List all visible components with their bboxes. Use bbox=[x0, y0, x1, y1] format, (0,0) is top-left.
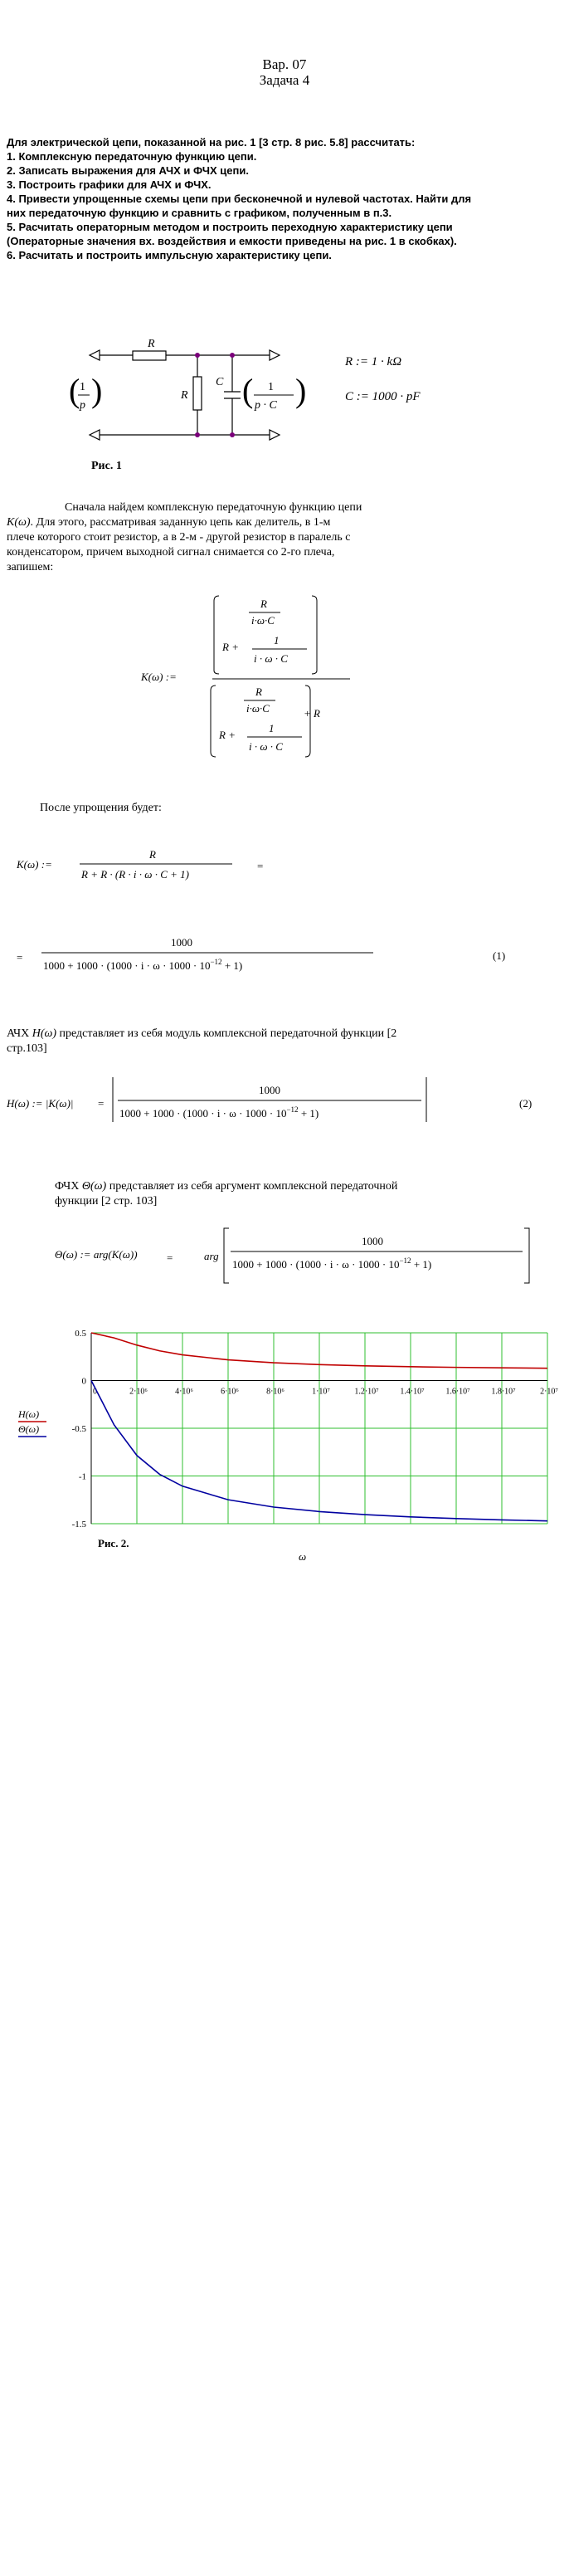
task-line: 1. Комплексную передаточную функцию цепи. bbox=[7, 150, 257, 163]
svg-text:): ) bbox=[91, 372, 103, 409]
task-line: (Операторные значения вх. воздействия и емкости приведены на рис. 1 в скобках). bbox=[7, 235, 457, 247]
svg-text:R +: R + bbox=[219, 729, 236, 741]
svg-text:i · ω · C: i · ω · C bbox=[249, 740, 283, 753]
svg-text:R + R · (R · i · ω · C + 1): R + R · (R · i · ω · C + 1) bbox=[81, 868, 189, 881]
K-formula-full bbox=[133, 581, 398, 764]
ach-fch-chart bbox=[17, 1325, 564, 1565]
figure-1-caption: Рис. 1 bbox=[91, 460, 122, 472]
x-tick-label: 8·10⁶ bbox=[266, 1387, 284, 1397]
cap-denominator: p · C bbox=[255, 399, 277, 412]
x-tick-label: 1.2·10⁷ bbox=[354, 1387, 379, 1397]
intro-line-2: K(ω). Для этого, рассматривая заданную цепь как делитель, в 1-м bbox=[7, 516, 331, 529]
svg-text:1000: 1000 bbox=[259, 1084, 280, 1096]
svg-text:i · ω · C: i · ω · C bbox=[254, 652, 288, 665]
svg-text:Θ(ω) := arg(K(ω)): Θ(ω) := arg(K(ω)) bbox=[55, 1248, 138, 1261]
variant-title: Вар. 07 bbox=[262, 56, 307, 72]
y-tick-label: -1.5 bbox=[71, 1520, 86, 1530]
param-R: R := 1 · kΩ bbox=[345, 355, 402, 368]
svg-text:1: 1 bbox=[269, 722, 275, 734]
svg-text:R: R bbox=[149, 848, 156, 861]
svg-text:K(ω) :=: K(ω) := bbox=[17, 858, 52, 871]
svg-text:K(ω) :=: K(ω) := bbox=[141, 671, 177, 683]
H-symbol: H(ω) bbox=[32, 1027, 57, 1040]
svg-text:(: ( bbox=[69, 372, 80, 409]
task-statement bbox=[7, 135, 562, 262]
x-tick-label: 2·10⁶ bbox=[129, 1387, 148, 1397]
Theta-symbol: Θ(ω) bbox=[81, 1180, 107, 1193]
input-denominator: p bbox=[80, 399, 85, 412]
x-tick-label: 6·10⁶ bbox=[221, 1387, 239, 1397]
resistor-label: R bbox=[148, 338, 155, 350]
input-numerator: 1 bbox=[80, 381, 85, 393]
task-line: 3. Построить графики для АЧХ и ФЧХ. bbox=[7, 178, 212, 191]
y-axis-ticks bbox=[72, 1329, 87, 1530]
task-line: Для электрической цепи, показанной на рис. 1 [3 стр. 8 рис. 5.8] рассчитать: bbox=[7, 136, 416, 149]
figure-2-caption: Рис. 2. bbox=[98, 1537, 129, 1549]
svg-text:=: = bbox=[257, 860, 264, 872]
x-axis-ticks bbox=[93, 1388, 558, 1397]
svg-text:(1): (1) bbox=[493, 949, 506, 962]
svg-text:H(ω) := |K(ω)|: H(ω) := |K(ω)| bbox=[7, 1097, 74, 1110]
intro-line: Сначала найдем комплексную передаточную функцию цепи bbox=[65, 501, 362, 514]
x-tick-label: 4·10⁶ bbox=[175, 1387, 193, 1397]
svg-text:1000 + 1000 · (1000 · i · ω ·: $1000 + 1000 \cdot (1000 \cdot i \cdot \omega \cdot 1000 \cdot 10^{-12} + 1)$ bbox=[43, 958, 243, 972]
svg-text:=: = bbox=[17, 951, 23, 964]
x-tick-label: 1·10⁷ bbox=[312, 1387, 330, 1397]
ach-paragraph: АЧХ H(ω) представляет из себя модуль комплексной передаточной функции [2 bbox=[7, 1027, 397, 1040]
legend-label: Θ(ω) bbox=[18, 1423, 40, 1435]
y-tick-label: 0.5 bbox=[75, 1329, 86, 1339]
y-tick-label: -1 bbox=[78, 1471, 86, 1482]
task-title: Задача 4 bbox=[259, 72, 310, 88]
x-tick-label: 2·10⁷ bbox=[540, 1387, 558, 1397]
svg-text:1: 1 bbox=[274, 634, 280, 646]
svg-text:(: ( bbox=[242, 372, 254, 409]
K-numeric bbox=[17, 921, 556, 979]
K-simplified bbox=[17, 838, 315, 888]
svg-text:): ) bbox=[295, 372, 307, 409]
x-tick-label: 1.4·10⁷ bbox=[400, 1387, 425, 1397]
task-line: 4. Привести упрощенные схемы цепи при бесконечной и нулевой частотах. Найти для bbox=[7, 193, 472, 205]
intro-line: запишем: bbox=[7, 561, 54, 573]
fch-ref: функции [2 стр. 103] bbox=[55, 1195, 158, 1208]
chart-legend bbox=[17, 1408, 46, 1437]
svg-text:i·ω·C: i·ω·C bbox=[251, 614, 275, 627]
y-tick-label: 0 bbox=[81, 1376, 86, 1387]
svg-text:R +: R + bbox=[222, 641, 239, 653]
intro-line: конденсатором, причем выходной сигнал снимается со 2-го плеча, bbox=[7, 546, 335, 559]
simplified-label: После упрощения будет: bbox=[40, 802, 162, 814]
chart-grid bbox=[91, 1333, 547, 1524]
y-tick-label: -0.5 bbox=[71, 1424, 86, 1434]
task-line: 5. Расчитать операторным методом и построить переходную характеристику цепи bbox=[7, 221, 453, 233]
svg-text:1000: 1000 bbox=[171, 936, 192, 949]
x-tick-label: 1.8·10⁷ bbox=[491, 1387, 516, 1397]
svg-text:R: R bbox=[255, 685, 262, 698]
svg-text:i·ω·C: i·ω·C bbox=[246, 702, 270, 715]
fch-paragraph: ФЧХ Θ(ω) представляет из себя аргумент комплексной передаточной bbox=[55, 1180, 398, 1193]
svg-text:1000 + 1000 · (1000 · i · ω ·: $1000 + 1000 \cdot (1000 \cdot i \cdot \omega \cdot 1000 \cdot 10^{-12} + 1)$ bbox=[119, 1105, 319, 1120]
task-line: них передаточную функцию и сравнить с графиком, полученным в п.3. bbox=[7, 207, 392, 219]
legend-label: H(ω) bbox=[18, 1408, 40, 1420]
svg-text:arg: arg bbox=[204, 1250, 219, 1262]
x-tick-label: 1.6·10⁷ bbox=[445, 1387, 470, 1397]
shunt-resistor-label: R bbox=[181, 389, 188, 402]
ach-ref: стр.103] bbox=[7, 1042, 47, 1055]
task-line: 6. Расчитать и построить импульсную характеристику цепи. bbox=[7, 249, 332, 261]
intro-line: плече которого стоит резистор, а в 2-м - другой резистор в паралель с bbox=[7, 531, 351, 544]
svg-text:=: = bbox=[167, 1251, 173, 1264]
H-formula bbox=[7, 1071, 562, 1137]
capacitor-label: C bbox=[216, 376, 224, 388]
x-axis-label: ω bbox=[299, 1550, 307, 1563]
circuit-diagram bbox=[66, 324, 315, 448]
svg-text:R: R bbox=[260, 598, 267, 610]
Theta-formula bbox=[55, 1218, 552, 1293]
cap-numerator: 1 bbox=[268, 381, 274, 393]
task-line: 2. Записать выражения для АЧХ и ФЧХ цепи. bbox=[7, 164, 249, 177]
x-tick-label: 0 bbox=[93, 1387, 97, 1397]
svg-text:+ R: + R bbox=[304, 707, 320, 720]
svg-text:=: = bbox=[98, 1097, 105, 1110]
param-C: C := 1000 · pF bbox=[345, 390, 421, 403]
svg-text:1000: 1000 bbox=[362, 1235, 383, 1247]
svg-text:(2): (2) bbox=[519, 1097, 533, 1110]
K-symbol: K(ω) bbox=[7, 516, 31, 529]
svg-text:1000 + 1000 · (1000 · i · ω ·: $1000 + 1000 \cdot (1000 \cdot i \cdot \omega \cdot 1000 \cdot 10^{-12} + 1)$ bbox=[232, 1256, 432, 1271]
